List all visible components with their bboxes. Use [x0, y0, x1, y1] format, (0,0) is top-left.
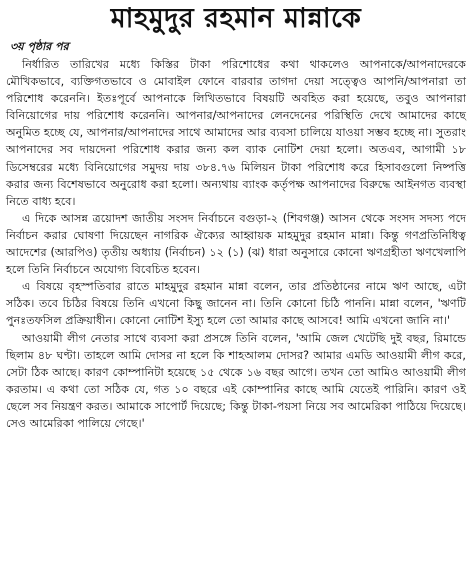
- article-body: [6, 56, 466, 432]
- article-paragraph-4: আওয়ামী লীগ নেতার সাথে ব্যবসা করা প্রসঙ্গে তিনি বলেন, 'আমি জেল খেটেছি দুই বছর, রিমান্ডে ছিলাম ৪৮ ঘণ্টা। তাহলে আমি দোসর না হলে কি শাহআলম দোসর? আমার এমডি আওয়ামী লীগ করে, সেটা ঠিক আছে। কারণ কোম্পানিটা হয়েছে ১৫ থেকে ১৬ বছর আগে। তখন তো আমিও আওয়ামী লীগ করতাম। এ কথা তো সঠিক যে, গত ১০ বছরে এই কোম্পানির কাছে আমি যেতেই পারিনি। কারণ ওই ছেলে সব নিয়ন্ত্রণ করত। আমাকে সাপোর্ট দিয়েছে; কিন্তু টাকা-পয়সা নিয়ে সব আমেরিকা পাঠিয়ে দিয়েছে। সেও আমেরিকা পালিয়ে গেছে।': [6, 331, 466, 430]
- article-paragraph-2: এ দিকে আসন্ন ত্রয়োদশ জাতীয় সংসদ নির্বাচনে বগুড়া-২ (শিবগঞ্জ) আসন থেকে সংসদ সদস্য পদে নির্বাচন করার ঘোষণা দিয়েছেন নাগরিক ঐক্যের আহ্বায়ক মাহমুদুর রহমান মান্না। কিন্তু গণপ্রতিনিধিত্ব আদেশের (আরপিও) তৃতীয় অধ্যায় (নির্বাচন) ১২ (১) (ঝ) ধারা অনুসারে কোনো ঋণগ্রহীতা ঋণখেলাপি হলে তিনি নির্বাচনে অযোগ্য বিবেচিত হবেন।: [6, 211, 466, 277]
- article-paragraph-1: নির্ধারিত তারিখের মধ্যে কিস্তির টাকা পরিশোধের কথা থাকলেও আপনাকে/আপনাদেরকে মৌখিকভাবে, ব্যক্তিগতভাবে ও মোবাইল ফোনে বারবার তাগদা দেয়া সত্ত্বেও আপনি/আপনারা তা পরিশোধ করেননি। ইতঃপূর্বে আপনাকে লিখিতভাবে বিষয়টি অবহিত করা হয়েছে, তবুও আপনারা বিনিয়োগের দায় পরিশোধ করেননি। আপনার/আপনাদের লেনদেনের পরিস্থিতি দেখে আমাদের কাছে অনুমিত হচ্ছে যে, আপনার/আপনাদের সাথে আমাদের আর ব্যবসা চালিয়ে যাওয়া সম্ভব হচ্ছে না। সুতরাং আপনাদের সব দায়দেনা পরিশোধ করার জন্য কল ব্যাক নোটিশ দেয়া হলো। অতএব, আগামী ১৮ ডিসেম্বরের মধ্যে বিনিয়োগের সমুদয় দায় ৩৮৪.৭৬ মিলিয়ন টাকা পরিশোধ করে হিসাবগুলো নিষ্পত্তি করার জন্য বিশেষভাবে অনুরোধ করা হলো। অন্যথায় ব্যাংক কর্তৃপক্ষ আপনাদের বিরুদ্ধে আইনগত ব্যবস্থা নিতে বাধ্য হবে।: [6, 58, 466, 208]
- article-paragraph-3: এ বিষয়ে বৃহস্পতিবার রাতে মাহমুদুর রহমান মান্না বলেন, তার প্রতিষ্ঠানের নামে ঋণ আছে, এটা সঠিক। তবে চিঠির বিষয়ে তিনি এখনো কিছু জানেন না। তিনি কোনো চিঠি পাননি। মান্না বলেন, 'ঋণটি পুনঃতফসিল প্রক্রিয়াধীন। কোনো নোটিশ ইস্যু হলে তো আমার কাছে আসবে! আমি এখনো জানি না।': [6, 280, 466, 328]
- continued-from-label: ৩য় পৃষ্ঠার পর: [10, 40, 69, 53]
- bottom-fade: [0, 550, 472, 572]
- headline: মাহমুদুর রহমান মান্নাকে: [110, 3, 362, 34]
